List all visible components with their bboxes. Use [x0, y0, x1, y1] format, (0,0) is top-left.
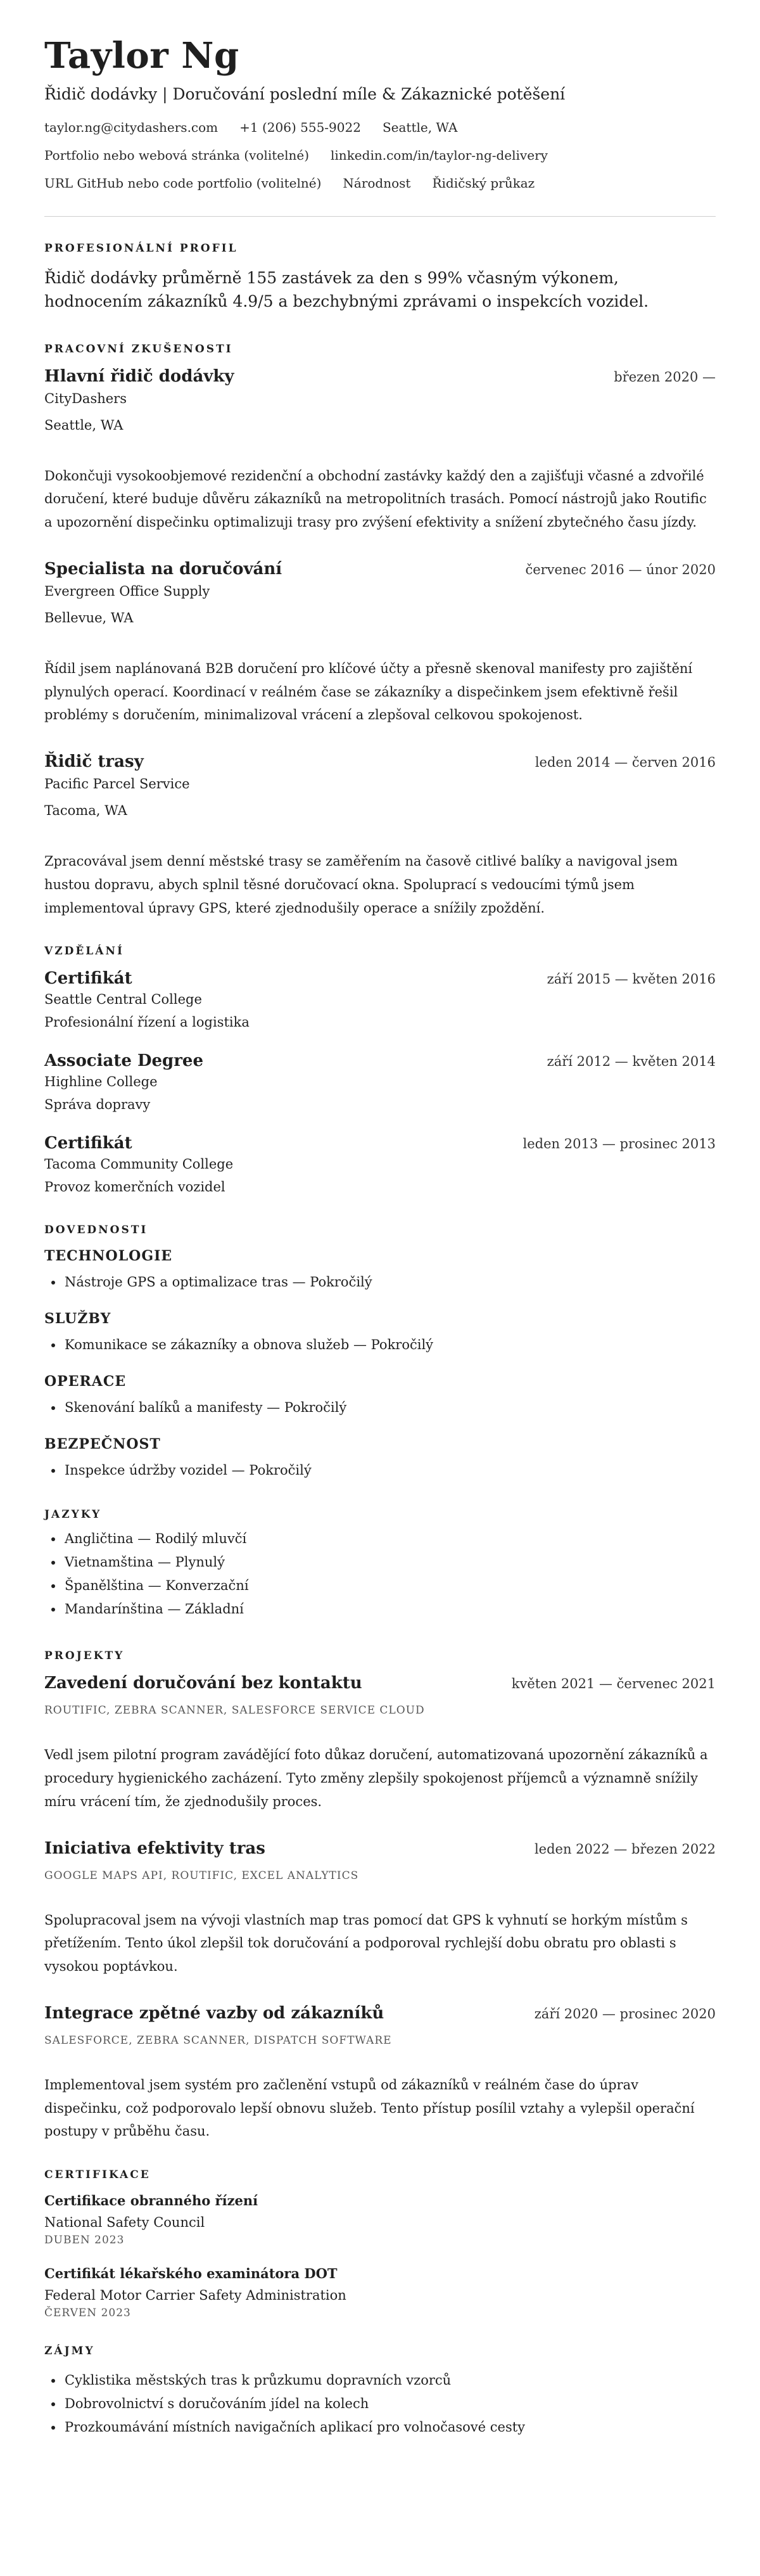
company-name: Evergreen Office Supply: [44, 583, 210, 599]
school-name: Tacoma Community College: [44, 1157, 234, 1172]
skill-group-title: BEZPEČNOST: [44, 1435, 161, 1452]
job-title: Hlavní řidič dodávky: [44, 366, 234, 386]
education-dates: září 2015 — květen 2016: [547, 971, 716, 987]
candidate-name: Taylor Ng: [44, 35, 239, 77]
profile-title: PROFESIONÁLNÍ PROFIL: [44, 241, 238, 255]
project-tech: GOOGLE MAPS API, ROUTIFIC, EXCEL ANALYTICS: [44, 1869, 359, 1882]
job-description: Dokončuji vysokoobjemové rezidenční a obchodní zastávky každý den a zajišťuji včasné a zdvořilé doručení, které buduje důvěru zákazníků na metropolitních trasách. Pomocí nástrojů jako Routific a upozornění dispečinku optimalizuji trasy pro zvýšení efektivity a snížení zbytečného času jízdy.: [44, 468, 707, 530]
skill-list: [44, 1459, 716, 1482]
language-list: [44, 1527, 716, 1620]
project-name: Zavedení doručování bez kontaktu: [44, 1674, 362, 1693]
project-dates: září 2020 — prosinec 2020: [534, 2006, 716, 2022]
project-item: [44, 1839, 716, 1978]
github-link[interactable]: URL GitHub nebo code portfolio (volitelné): [44, 175, 322, 191]
degree: Certifikát: [44, 969, 132, 989]
education-section: [44, 945, 716, 1195]
interest-item: • Prozkoumávání místních navigačních aplikací pro volnočasové cesty: [63, 2416, 716, 2439]
degree: Certifikát: [44, 1134, 132, 1153]
certification-name: Certifikace obranného řízení: [44, 2193, 258, 2209]
certification-item: [44, 2265, 716, 2319]
headline: Řidič dodávky | Doručování poslední míle & Zákaznické potěšení: [44, 84, 566, 103]
nationality: Národnost: [343, 175, 411, 191]
school-name: Highline College: [44, 1074, 158, 1090]
education-item: [44, 1051, 716, 1112]
drivers-license: Řidičský průkaz: [432, 175, 535, 191]
certifications-title: CERTIFIKACE: [44, 2169, 151, 2182]
skill-item: • Komunikace se zákazníky a obnova služeb — Pokročilý: [63, 1333, 716, 1357]
project-item: [44, 1674, 716, 1813]
experience-item: [44, 752, 716, 920]
job-title: Řidič trasy: [44, 752, 144, 772]
email-link[interactable]: taylor.ng@citydashers.com: [44, 119, 218, 135]
portfolio-link[interactable]: Portfolio nebo webová stránka (volitelné): [44, 147, 310, 163]
skill-item: • Inspekce údržby vozidel — Pokročilý: [63, 1459, 716, 1482]
education-title: VZDĚLÁNÍ: [44, 945, 124, 958]
project-name: Integrace zpětné vazby od zákazníků: [44, 2003, 384, 2023]
language-item: • Angličtina — Rodilý mluvčí: [63, 1527, 716, 1551]
skill-group-title: TECHNOLOGIE: [44, 1248, 173, 1265]
location: Seattle, WA: [382, 119, 458, 135]
skill-group-title: OPERACE: [44, 1373, 127, 1390]
profile-section: [44, 242, 716, 314]
job-title: Specialista na doručování: [44, 559, 282, 579]
job-description: Řídil jsem naplánovaná B2B doručení pro klíčové účty a přesně skenoval manifesty pro zajištění plynulých operací. Koordinací v reálném čase se zákazníky a dispečinkem jsem efektivně řešil problémy s doručením, minimalizoval vrácení a zlepšoval celkovou spokojenost.: [44, 660, 693, 723]
education-item: [44, 1134, 716, 1195]
linkedin-link[interactable]: linkedin.com/in/taylor-ng-delivery: [331, 147, 548, 163]
interests-section: [44, 2345, 716, 2438]
company-name: Pacific Parcel Service: [44, 776, 190, 792]
profile-summary: Řidič dodávky průměrně 155 zastávek za den s 99% včasným výkonem, hodnocením zákazníků 4.9/5 a bezchybnými zprávami o inspekcích vozidel.: [44, 268, 649, 311]
job-dates: březen 2020 —: [614, 369, 716, 385]
certification-name: Certifikát lékařského examinátora DOT: [44, 2265, 338, 2282]
job-dates: leden 2014 — červen 2016: [535, 755, 716, 771]
contact-row-3: [44, 176, 716, 191]
job-location: Seattle, WA: [44, 417, 124, 433]
project-tech: ROUTIFIC, ZEBRA SCANNER, SALESFORCE SERVICE CLOUD: [44, 1704, 425, 1717]
language-item: • Vietnamština — Plynulý: [63, 1551, 716, 1574]
skill-list: [44, 1396, 716, 1419]
project-name: Iniciativa efektivity tras: [44, 1838, 265, 1858]
language-item: • Mandarínština — Základní: [63, 1598, 716, 1621]
certification-org: National Safety Council: [44, 2215, 205, 2231]
projects-title: PROJEKTY: [44, 1650, 125, 1663]
field-of-study: Správa dopravy: [44, 1097, 151, 1113]
education-item: [44, 969, 716, 1030]
experience-item: [44, 560, 716, 727]
interest-item: • Dobrovolnictví s doručováním jídel na kolech: [63, 2392, 716, 2416]
company-name: CityDashers: [44, 390, 127, 406]
interests-title: ZÁJMY: [44, 2345, 95, 2358]
contact-row-1: [44, 120, 716, 135]
phone-number[interactable]: +1 (206) 555-9022: [239, 119, 361, 135]
job-description: Zpracovával jsem denní městské trasy se zaměřením na časově citlivé balíky a navigoval jsem hustou dopravu, abych splnil těsné doručovací okna. Spoluprací s vedoucími týmů jsem implementoval úpravy GPS, které zjednodušily operace a snížily zpoždění.: [44, 854, 678, 916]
project-description: Spolupracoval jsem na vývoji vlastních map tras pomocí dat GPS k vyhnutí se horkým místům s přetížením. Tento úkol zlepšil tok doručování a podporoval rychlejší dobu obratu pro oblasti s vysokou poptávkou.: [44, 1912, 688, 1975]
experience-item: [44, 367, 716, 534]
education-dates: září 2012 — květen 2014: [547, 1054, 716, 1070]
school-name: Seattle Central College: [44, 992, 202, 1008]
certification-item: [44, 2193, 716, 2246]
field-of-study: Profesionální řízení a logistika: [44, 1015, 250, 1030]
project-dates: leden 2022 — březen 2022: [534, 1841, 716, 1857]
project-description: Vedl jsem pilotní program zavádějící foto důkaz doručení, automatizovaná upozornění zákazníků a procedury hygienického zacházení. Tyto změny zlepšily spokojenost příjemců a významně snížily míru vrácení tím, že zjednodušily proces.: [44, 1747, 708, 1809]
skill-item: • Nástroje GPS a optimalizace tras — Pokročilý: [63, 1271, 716, 1294]
project-item: [44, 2004, 716, 2143]
job-location: Bellevue, WA: [44, 610, 134, 625]
certifications-section: [44, 2169, 716, 2319]
languages-title: JAZYKY: [44, 1508, 102, 1522]
skill-list: [44, 1271, 716, 1294]
language-item: • Španělština — Konverzační: [63, 1574, 716, 1598]
education-dates: leden 2013 — prosinec 2013: [522, 1136, 716, 1152]
skills-title: DOVEDNOSTI: [44, 1224, 148, 1237]
certification-date: ČERVEN 2023: [44, 2307, 131, 2320]
interest-list: [44, 2369, 716, 2438]
header-divider: [44, 216, 716, 217]
skills-section: [44, 1224, 716, 1620]
project-description: Implementoval jsem systém pro začlenění vstupů od zákazníků v reálném čase do úprav dispečinku, což podporovalo lepší obnovu služeb. Tento přístup posílil vztahy a vylepšil operační postupy v průběhu času.: [44, 2077, 695, 2139]
field-of-study: Provoz komerčních vozidel: [44, 1179, 225, 1195]
certification-date: DUBEN 2023: [44, 2234, 125, 2247]
skill-group-title: SLUŽBY: [44, 1310, 111, 1328]
project-tech: SALESFORCE, ZEBRA SCANNER, DISPATCH SOFTWARE: [44, 2034, 392, 2047]
job-location: Tacoma, WA: [44, 803, 127, 819]
experience-section: [44, 343, 716, 920]
skill-list: [44, 1333, 716, 1357]
degree: Associate Degree: [44, 1051, 203, 1071]
job-dates: červenec 2016 — únor 2020: [525, 561, 716, 577]
contact-row-2: [44, 148, 716, 163]
projects-section: [44, 1650, 716, 2143]
certification-org: Federal Motor Carrier Safety Administration: [44, 2288, 346, 2304]
skill-item: • Skenování balíků a manifesty — Pokročilý: [63, 1396, 716, 1419]
experience-title: PRACOVNÍ ZKUŠENOSTI: [44, 342, 233, 356]
interest-item: • Cyklistika městských tras k průzkumu dopravních vzorců: [63, 2369, 716, 2392]
project-dates: květen 2021 — červenec 2021: [511, 1676, 716, 1692]
